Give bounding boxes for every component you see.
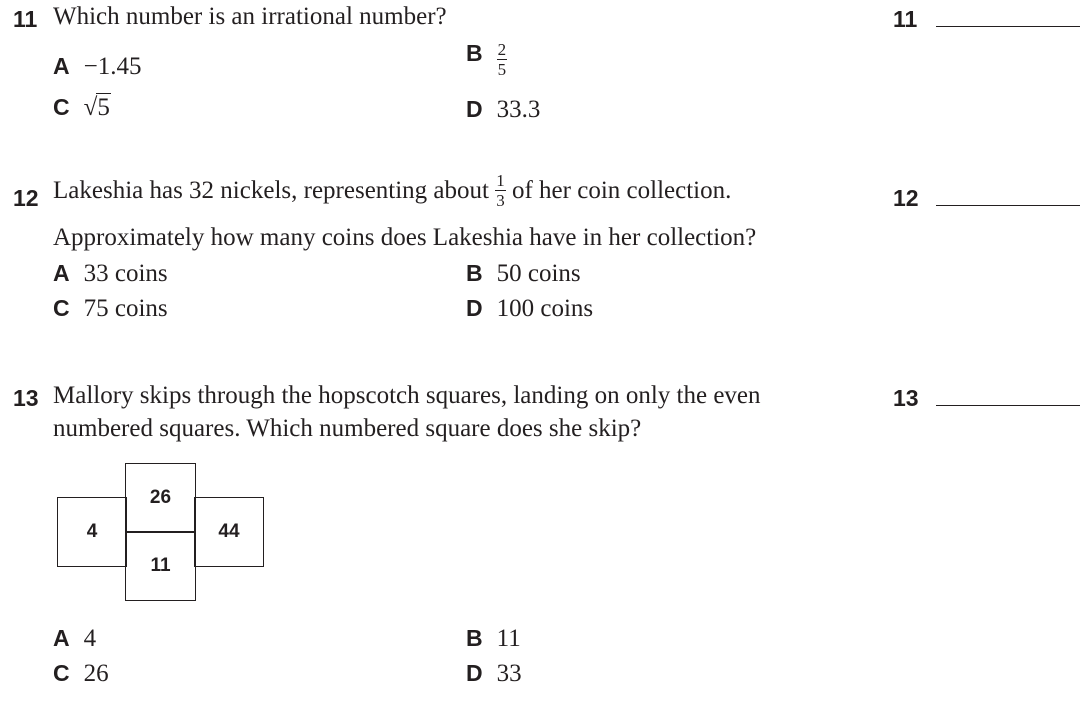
choice-text: 11 [496,625,521,652]
question-text-line-2: numbered squares. Which numbered square does she skip? [53,415,642,442]
question-number: 12 [13,185,39,211]
choice-b[interactable] [466,260,581,288]
choice-letter: C [53,295,70,321]
fraction-numerator: 1 [496,171,505,190]
choice-d[interactable] [466,96,540,124]
question-text-line-2: Approximately how many coins does Lakeshia have in her collection? [53,224,757,251]
answer-line[interactable] [936,205,1080,206]
choice-b[interactable] [466,625,521,653]
hopscotch-square-bottom: 11 [125,531,196,601]
choice-a[interactable] [53,53,141,81]
answer-line[interactable] [936,405,1080,406]
fraction-denominator: 5 [497,60,507,79]
choice-letter: B [466,625,483,651]
question-number: 11 [13,6,38,32]
choice-text: 50 coins [496,260,581,287]
fraction [497,41,508,78]
choice-c[interactable] [53,94,111,122]
fraction-numerator: 2 [497,40,507,59]
radical-sign: √ [83,94,98,121]
choice-letter: C [53,660,70,686]
choice-text: 33 coins [83,260,168,287]
answer-label: 12 [893,185,919,211]
choice-text: 75 coins [83,295,168,322]
choice-a[interactable] [53,260,168,288]
choice-letter: A [53,53,70,79]
answer-label: 11 [893,6,918,32]
hopscotch-square-right: 44 [194,497,264,567]
choice-letter: D [466,96,483,122]
choice-a[interactable] [53,625,96,653]
question-text: Which number is an irrational number? [53,3,447,30]
choice-c[interactable] [53,295,168,323]
question-text-line-1 [53,171,732,211]
choice-b[interactable] [466,40,507,80]
choice-d[interactable] [466,295,593,323]
fraction [495,172,506,209]
choice-text: 100 coins [496,295,594,322]
square-root [84,94,111,122]
choice-letter: D [466,295,483,321]
hopscotch-square-left: 4 [57,497,127,567]
choice-text: 4 [83,625,97,652]
choice-text: 33.3 [496,96,541,123]
hopscotch-square-top: 26 [125,463,196,533]
answer-line[interactable] [936,26,1080,27]
fraction-denominator: 3 [496,191,505,210]
choice-text: 33 [496,660,522,687]
choice-letter: B [466,260,483,286]
question-text-part-2: of her coin collection. [511,177,732,205]
question-text-line-1: Mallory skips through the hopscotch squares, landing on only the even [53,382,761,409]
question-text-part-1: Lakeshia has 32 nickels, representing about [53,177,489,205]
choice-text: 26 [83,660,109,687]
choice-letter: A [53,625,70,651]
question-number: 13 [13,385,39,411]
choice-letter: A [53,260,70,286]
choice-letter: B [466,40,483,67]
radicand: 5 [97,94,110,121]
choice-letter: D [466,660,483,686]
choice-c[interactable] [53,660,109,688]
answer-label: 13 [893,385,919,411]
choice-d[interactable] [466,660,522,688]
choice-letter: C [53,94,70,120]
choice-text: −1.45 [83,53,142,80]
